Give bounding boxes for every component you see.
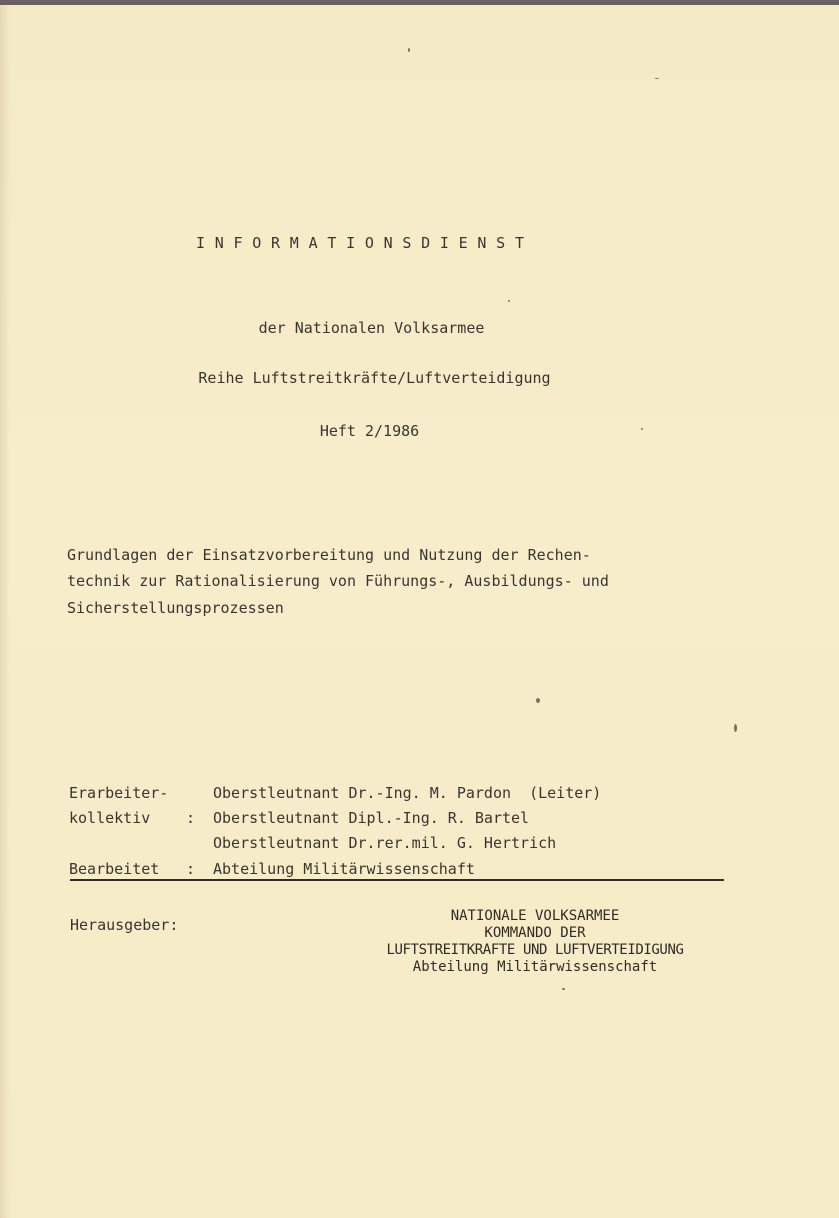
paper-speck: [508, 300, 510, 302]
edited-label: Bearbeitet: [69, 860, 160, 878]
horizontal-rule: [70, 879, 724, 881]
authors-label-line1: Erarbeiter-: [69, 784, 169, 802]
publisher-line: KOMMANDO DER: [484, 925, 586, 941]
paper-speck: [641, 428, 643, 430]
topic-line: Sicherstellungsprozessen: [67, 599, 284, 617]
document-title: I N F O R M A T I O N S D I E N S T: [196, 234, 525, 252]
author-entry: Oberstleutnant Dr.rer.mil. G. Hertrich: [213, 834, 557, 852]
publisher-line: Abteilung Militärwissenschaft: [412, 959, 658, 975]
issue-number: Heft 2/1986: [319, 422, 420, 440]
paper-speck: [562, 988, 565, 990]
paper-speck: [408, 48, 410, 52]
page-binding-shadow: [0, 5, 10, 1218]
publisher-label: Herausgeber:: [70, 916, 179, 934]
edited-separator: :: [186, 860, 196, 878]
publisher-line: NATIONALE VOLKSARMEE: [450, 908, 620, 924]
author-entry: Oberstleutnant Dipl.-Ing. R. Bartel: [213, 809, 530, 827]
topic-line: Grundlagen der Einsatzvorbereitung und Nutzung der Rechen-: [67, 546, 591, 564]
author-entry: Oberstleutnant Dr.-Ing. M. Pardon (Leiter): [213, 784, 602, 802]
publisher-line: LUFTSTREITKRAFTE UND LUFTVERTEIDIGUNG: [386, 942, 684, 958]
paper-speck: [655, 78, 659, 79]
paper-speck: [536, 698, 540, 703]
page-top-edge: [0, 0, 839, 5]
subtitle-organization: der Nationalen Volksarmee: [258, 319, 485, 337]
subtitle-series: Reihe Luftstreitkräfte/Luftverteidigung: [198, 369, 551, 387]
topic-line: technik zur Rationalisierung von Führungs-, Ausbildungs- und: [67, 572, 609, 590]
authors-separator: :: [186, 809, 196, 827]
paper-speck: [734, 724, 737, 732]
edited-value: Abteilung Militärwissenschaft: [213, 860, 475, 878]
authors-label-line2: kollektiv: [69, 809, 151, 827]
